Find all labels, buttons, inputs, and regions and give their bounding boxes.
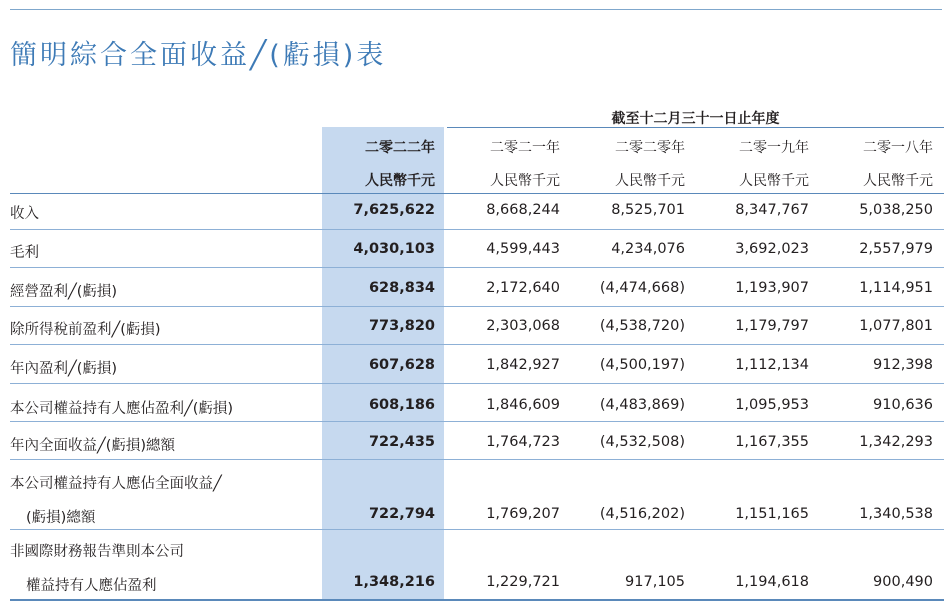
row-rule [10,383,944,384]
row-4-value-4: 912,398 [873,357,933,373]
column-year-0: 二零二二年 [365,140,435,156]
column-year-4: 二零一八年 [863,140,933,156]
row-2-value-4: 1,114,951 [859,280,933,296]
row-0-value-2: 8,525,701 [611,202,685,218]
row-7-value-4: 1,340,538 [859,506,933,522]
row-rule [10,306,944,307]
row-3-value-1: 2,303,068 [486,318,560,334]
row-4-value-3: 1,112,134 [735,357,809,373]
row-label-6-0: 年內全面收益╱(虧損)總額 [10,438,176,454]
row-8-value-3: 1,194,618 [735,574,809,590]
row-0-value-0: 7,625,622 [353,202,435,218]
row-0-value-4: 5,038,250 [859,202,933,218]
row-1-value-3: 3,692,023 [735,241,809,257]
row-6-value-3: 1,167,355 [735,434,809,450]
row-7-value-0: 722,794 [368,506,435,522]
row-4-value-0: 607,628 [368,357,435,373]
row-label-8-0: 非國際財務報告準則本公司 [10,544,184,560]
header-rule [10,193,944,194]
row-label-0-0: 收入 [10,206,39,222]
column-year-2: 二零二零年 [615,140,685,156]
row-label-7-0: 本公司權益持有人應佔全面收益╱ [10,476,222,492]
row-7-value-1: 1,769,207 [486,506,560,522]
row-2-value-3: 1,193,907 [735,280,809,296]
row-2-value-0: 628,834 [368,280,435,296]
column-unit-0: 人民幣千元 [365,173,435,189]
row-3-value-0: 773,820 [368,318,435,334]
row-label-3-0: 除所得稅前盈利╱(虧損) [10,322,161,338]
period-rule [447,127,944,128]
row-1-value-2: 4,234,076 [611,241,685,257]
row-8-value-4: 900,490 [873,574,933,590]
row-0-value-3: 8,347,767 [735,202,809,218]
top-rule [10,9,942,10]
row-1-value-4: 2,557,979 [859,241,933,257]
row-7-value-2: (4,516,202) [599,506,685,522]
row-3-value-3: 1,179,797 [735,318,809,334]
row-rule [10,344,944,345]
row-label-8-1: 權益持有人應佔盈利 [26,578,157,594]
row-6-value-2: (4,532,508) [599,434,685,450]
row-1-value-0: 4,030,103 [353,241,435,257]
row-rule [10,267,944,268]
row-2-value-2: (4,474,668) [599,280,685,296]
row-8-value-1: 1,229,721 [486,574,560,590]
row-3-value-4: 1,077,801 [859,318,933,334]
row-rule [10,529,944,530]
row-8-value-2: 917,105 [625,574,685,590]
row-rule [10,229,944,230]
column-unit-1: 人民幣千元 [490,173,560,189]
row-2-value-1: 2,172,640 [486,280,560,296]
row-rule [10,421,944,422]
row-5-value-3: 1,095,953 [735,397,809,413]
row-label-5-0: 本公司權益持有人應佔盈利╱(虧損) [10,401,234,417]
column-unit-4: 人民幣千元 [863,173,933,189]
row-0-value-1: 8,668,244 [486,202,560,218]
row-5-value-4: 910,636 [873,397,933,413]
row-6-value-0: 722,435 [368,434,435,450]
row-7-value-3: 1,151,165 [735,506,809,522]
row-6-value-1: 1,764,723 [486,434,560,450]
row-5-value-1: 1,846,609 [486,397,560,413]
column-year-1: 二零二一年 [490,140,560,156]
row-6-value-4: 1,342,293 [859,434,933,450]
column-unit-2: 人民幣千元 [615,173,685,189]
row-5-value-0: 608,186 [368,397,435,413]
column-unit-3: 人民幣千元 [739,173,809,189]
row-label-7-1: (虧損)總額 [26,510,96,526]
page-title: 簡明綜合全面收益╱(虧損)表 [10,40,387,71]
row-label-1-0: 毛利 [10,245,39,261]
row-rule [10,459,944,460]
row-4-value-2: (4,500,197) [599,357,685,373]
row-1-value-1: 4,599,443 [486,241,560,257]
row-label-2-0: 經營盈利╱(虧損) [10,284,118,300]
row-3-value-2: (4,538,720) [599,318,685,334]
column-year-3: 二零一九年 [739,140,809,156]
period-header: 截至十二月三十一日止年度 [611,111,780,127]
row-label-4-0: 年內盈利╱(虧損) [10,361,118,377]
row-5-value-2: (4,483,869) [599,397,685,413]
row-rule [10,599,944,601]
row-4-value-1: 1,842,927 [486,357,560,373]
row-8-value-0: 1,348,216 [353,574,435,590]
